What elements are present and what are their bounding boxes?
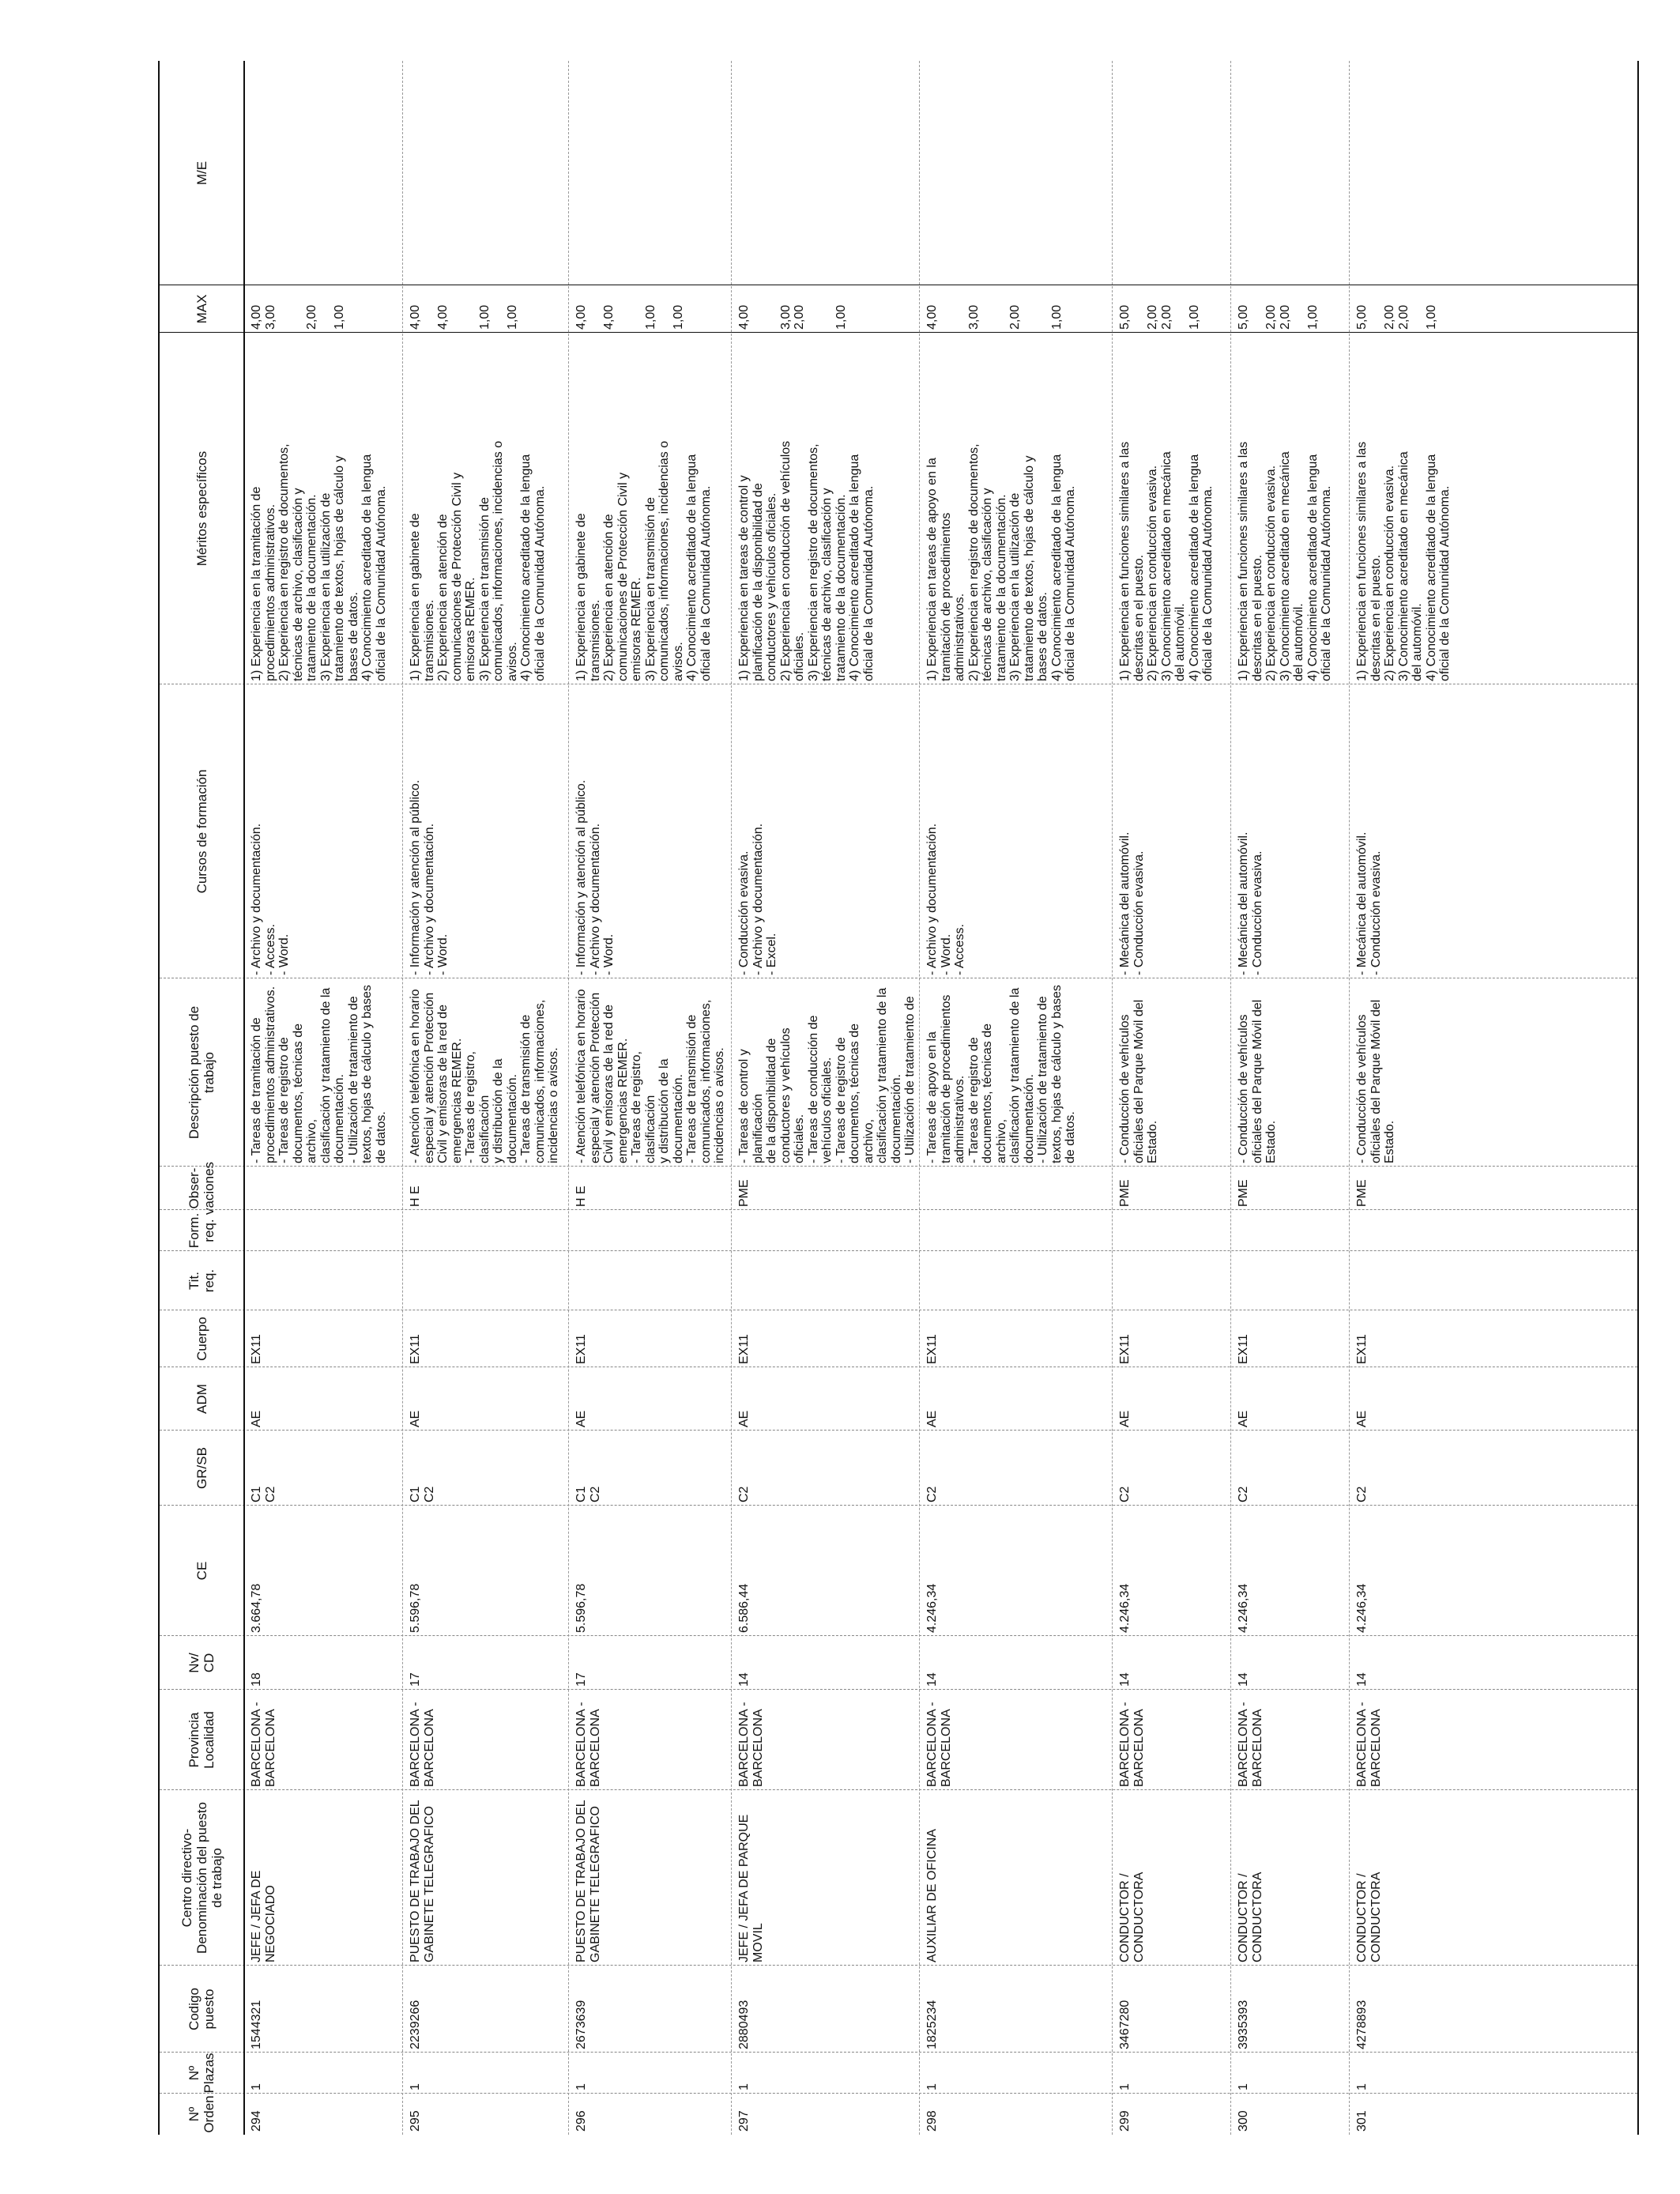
cell-cursos: - Mecánica del automóvil. - Conducción evasiva. xyxy=(1355,831,1383,975)
cell-grsb: C1 C2 xyxy=(409,1486,436,1502)
cell-meritos: 1) Experiencia en funciones similares a las descritas en el puesto. 2) Experiencia en conducción evasiva. 3) Conocimiento acreditado en mecánica del automóvil. 4) Conocimiento acreditado de la lengua oficial de la Comunidad Autónoma. xyxy=(1237,441,1333,681)
max-score: 5,00 xyxy=(1237,304,1250,330)
cell-max xyxy=(250,285,401,333)
cell-ce: 6.586,44 xyxy=(737,1583,751,1633)
cell-cuerpo: EX11 xyxy=(925,1334,939,1364)
max-score: 1,00 xyxy=(643,304,657,330)
row-divider xyxy=(919,61,920,2135)
max-score: 1,00 xyxy=(505,304,519,330)
cell-tit xyxy=(1118,1251,1229,1310)
max-score xyxy=(277,288,292,330)
max-score xyxy=(1292,288,1306,330)
cell-codigo: 1544321 xyxy=(250,2000,263,2049)
max-score: 2,00 xyxy=(1159,304,1173,330)
cell-me xyxy=(409,61,567,285)
cell-obs: H E xyxy=(409,1186,422,1207)
column-header-plazas: Nº Plazas xyxy=(186,2053,217,2094)
cell-plazas: 1 xyxy=(1237,2083,1250,2090)
max-score xyxy=(1173,288,1188,330)
cell-cursos: - Información y atención al público. - Archivo y documentación. - Word. xyxy=(574,779,616,975)
cell-nivel: 14 xyxy=(737,1672,751,1687)
cell-adm: AE xyxy=(1355,1410,1369,1427)
cell-grsb: C1 C2 xyxy=(250,1486,277,1502)
cell-descripcion: - Tareas de tramitación de procedimientos administrativos. - Tareas de registro de documentos, técnicas de archivo, clasificación y tratamiento de la documentación. - Utilización de tratamiento de textos, hojas de cálculo y bases de datos. xyxy=(250,985,388,1163)
max-score xyxy=(1132,288,1147,330)
column-header-form: Form. req. xyxy=(186,1212,217,1249)
cell-centro: CONDUCTOR / CONDUCTORA xyxy=(1237,1872,1264,1962)
cell-cursos: - Mecánica del automóvil. - Conducción evasiva. xyxy=(1237,831,1264,975)
cell-obs: PME xyxy=(1118,1179,1132,1207)
cell-nivel: 14 xyxy=(1118,1672,1132,1687)
cell-meritos: 1) Experiencia en funciones similares a las descritas en el puesto. 2) Experiencia en conducción evasiva. 3) Conocimiento acreditado en mecánica del automóvil. 4) Conocimiento acreditado de la lengua oficial de la Comunidad Autónoma. xyxy=(1118,441,1215,681)
cell-nivel: 17 xyxy=(409,1672,422,1687)
cell-meritos: 1) Experiencia en gabinete de transmisiones. 2) Experiencia en atención de comunicaciones de Protección Civil y emisoras REMER. 3) Experiencia en transmisión de comunicados, informaciones, incidencias o avisos. 4) Conocimiento acreditado de la lengua oficial de la Comunidad Autónoma. xyxy=(409,440,547,681)
cell-descripcion: - Conducción de vehículos oficiales del Parque Móvil del Estado. xyxy=(1237,999,1278,1163)
column-header-centro: Centro directivo- Denominación del puesto de trabajo xyxy=(179,1802,224,1954)
cell-me xyxy=(1237,61,1347,285)
cell-centro: CONDUCTOR / CONDUCTORA xyxy=(1355,1872,1383,1962)
row-divider xyxy=(1349,61,1350,2135)
cell-orden: 294 xyxy=(250,2110,263,2132)
cell-plazas: 1 xyxy=(737,2083,751,2090)
cell-max xyxy=(737,285,917,333)
cell-me xyxy=(250,61,401,285)
cell-nivel: 14 xyxy=(925,1672,939,1687)
max-score xyxy=(981,288,995,330)
cell-nivel: 14 xyxy=(1237,1672,1250,1687)
cell-orden: 295 xyxy=(409,2110,422,2132)
max-score xyxy=(292,288,306,330)
cell-centro: JEFE / JEFA DE NEGOCIADO xyxy=(250,1870,277,1962)
cell-max xyxy=(1118,285,1229,333)
max-score: 2,00 xyxy=(1278,304,1292,330)
cell-cuerpo: EX11 xyxy=(1355,1334,1369,1364)
max-score xyxy=(657,288,672,330)
max-score xyxy=(751,288,766,330)
cell-codigo: 4278893 xyxy=(1355,2000,1369,2049)
cell-me xyxy=(574,61,729,285)
cell-descripcion: - Atención telefónica en horario especial y atención Protección Civil y emisoras de la red de emergencias REMER. - Tareas de registro, clasificación y distribución de la documentación. - Tareas de transmisión de comunicados, informaciones, incidencias o avisos. xyxy=(574,989,726,1163)
cell-grsb: C1 C2 xyxy=(574,1486,602,1502)
cell-max xyxy=(574,285,729,333)
max-score: 4,00 xyxy=(602,304,616,330)
cell-form xyxy=(1355,1210,1636,1251)
cell-form xyxy=(1237,1210,1347,1251)
row-divider xyxy=(731,61,732,2135)
cell-nivel: 18 xyxy=(250,1672,263,1687)
max-score: 1,00 xyxy=(477,304,492,330)
cell-orden: 300 xyxy=(1237,2110,1250,2132)
cell-codigo: 2239266 xyxy=(409,2000,422,2049)
cell-form xyxy=(925,1210,1110,1251)
cell-adm: AE xyxy=(409,1410,422,1427)
max-score xyxy=(492,288,506,330)
max-score xyxy=(589,288,603,330)
cell-plazas: 1 xyxy=(409,2083,422,2090)
max-score: 2,00 xyxy=(305,304,318,330)
max-score: 1,00 xyxy=(1305,304,1320,330)
cell-centro: CONDUCTOR / CONDUCTORA xyxy=(1118,1872,1146,1962)
max-score: 2,00 xyxy=(1146,304,1159,330)
cell-centro: PUESTO DE TRABAJO DEL GABINETE TELEGRAFICO xyxy=(409,1800,436,1962)
cell-tit xyxy=(737,1251,917,1310)
cell-ce: 5.596,78 xyxy=(409,1583,422,1633)
cell-descripcion: - Atención telefónica en horario especial y atención Protección Civil y emisoras de la red de emergencias REMER. - Tareas de registro, clasificación y distribución de la documentación. - Tareas de transmisión de comunicados, informaciones, incidencias o avisos. xyxy=(409,989,560,1163)
max-score: 3,00 xyxy=(778,304,793,330)
cell-orden: 301 xyxy=(1355,2110,1369,2132)
cell-cuerpo: EX11 xyxy=(250,1334,263,1364)
cell-adm: AE xyxy=(737,1410,751,1427)
cell-codigo: 2880493 xyxy=(737,2000,751,2049)
max-score: 1,00 xyxy=(333,304,346,330)
max-score: 2,00 xyxy=(793,304,806,330)
cell-orden: 298 xyxy=(925,2110,939,2132)
max-score: 1,00 xyxy=(1424,304,1438,330)
cell-nivel: 17 xyxy=(574,1672,588,1687)
cell-provincia: BARCELONA - BARCELONA xyxy=(1237,1702,1264,1787)
cell-grsb: C2 xyxy=(1355,1486,1369,1502)
max-score xyxy=(953,288,967,330)
cell-nivel: 14 xyxy=(1355,1672,1369,1687)
column-header-descripcion: Descripción puesto de trabajo xyxy=(186,1005,217,1140)
cell-obs xyxy=(925,1167,1110,1210)
cell-provincia: BARCELONA - BARCELONA xyxy=(574,1702,602,1787)
cell-plazas: 1 xyxy=(250,2083,263,2090)
cell-ce: 5.596,78 xyxy=(574,1583,588,1633)
max-score: 4,00 xyxy=(409,304,422,330)
cell-cursos: - Mecánica del automóvil. - Conducción evasiva. xyxy=(1118,831,1146,975)
row-divider xyxy=(1230,61,1231,2135)
cell-meritos: 1) Experiencia en tareas de apoyo en la tramitación de procedimientos administrativos. 2) Experiencia en registro de documentos, técnicas de archivo, clasificación y tratamiento de la documentación. 3) Experiencia en la utilización de tratamiento de textos, hojas de cálculo y bases de datos. 4) Conocimiento acreditado de la lengua oficial de la Comunidad Autónoma. xyxy=(925,443,1077,681)
cell-form xyxy=(250,1210,401,1251)
row-divider xyxy=(568,61,569,2135)
cell-max xyxy=(925,285,1110,333)
max-score: 2,00 xyxy=(1008,304,1022,330)
cell-provincia: BARCELONA - BARCELONA xyxy=(250,1702,277,1787)
cell-ce: 4.246,34 xyxy=(925,1583,939,1633)
cell-cuerpo: EX11 xyxy=(574,1334,588,1364)
column-header-max: MAX xyxy=(194,294,209,324)
cell-cursos: - Archivo y documentación. - Word. - Access. xyxy=(925,823,966,975)
column-header-adm: ADM xyxy=(194,1384,209,1414)
max-score: 4,00 xyxy=(925,304,939,330)
column-header-meritos: Méritos específicos xyxy=(194,450,209,567)
max-score xyxy=(423,288,437,330)
max-score: 4,00 xyxy=(737,304,751,330)
cell-centro: JEFE / JEFA DE PARQUE MOVIL xyxy=(737,1814,765,1962)
cell-form xyxy=(737,1210,917,1251)
column-header-obs: Obser- vaciones xyxy=(186,1161,217,1216)
positions-table xyxy=(158,61,1639,2135)
column-header-ce: CE xyxy=(194,1561,209,1581)
max-score: 2,00 xyxy=(1264,304,1278,330)
cell-codigo: 3467280 xyxy=(1118,2000,1132,2049)
cell-obs: PME xyxy=(737,1179,751,1207)
cell-plazas: 1 xyxy=(1355,2083,1369,2090)
cell-tit xyxy=(250,1251,401,1310)
max-score: 5,00 xyxy=(1118,304,1132,330)
cell-orden: 296 xyxy=(574,2110,588,2132)
column-header-me: M/E xyxy=(194,160,209,186)
cell-centro: AUXILIAR DE OFICINA xyxy=(925,1829,939,1962)
max-score xyxy=(995,288,1009,330)
cell-adm: AE xyxy=(1237,1410,1250,1427)
cell-me xyxy=(1355,61,1636,285)
cell-plazas: 1 xyxy=(925,2083,939,2090)
cell-cursos: - Conducción evasiva. - Archivo y documentación. - Excel. xyxy=(737,823,778,975)
cell-tit xyxy=(1237,1251,1347,1310)
cell-descripcion: - Conducción de vehículos oficiales del Parque Móvil del Estado. xyxy=(1355,999,1396,1163)
cell-grsb: C2 xyxy=(1237,1486,1250,1502)
max-score: 1,00 xyxy=(834,304,848,330)
row-divider xyxy=(402,61,403,2135)
cell-provincia: BARCELONA - BARCELONA xyxy=(925,1702,953,1787)
cell-provincia: BARCELONA - BARCELONA xyxy=(1118,1702,1146,1787)
cell-codigo: 1825234 xyxy=(925,2000,939,2049)
max-score xyxy=(765,288,779,330)
column-header-provincia: Provincia Localidad xyxy=(186,1711,217,1769)
cell-ce: 4.246,34 xyxy=(1118,1583,1132,1633)
cell-cursos: - Archivo y documentación. - Access. - Word. xyxy=(250,823,291,975)
column-header-cuerpo: Cuerpo xyxy=(194,1317,209,1361)
cell-cuerpo: EX11 xyxy=(1237,1334,1250,1364)
column-header-cursos: Cursos de formación xyxy=(194,769,209,894)
cell-tit xyxy=(925,1251,1110,1310)
cell-form xyxy=(1118,1210,1229,1251)
cell-grsb: C2 xyxy=(925,1486,939,1502)
cell-cuerpo: EX11 xyxy=(409,1334,422,1364)
cell-ce: 4.246,34 xyxy=(1237,1583,1250,1633)
cell-ce: 4.246,34 xyxy=(1355,1583,1369,1633)
max-score: 2,00 xyxy=(1396,304,1411,330)
cell-codigo: 2673639 xyxy=(574,2000,588,2049)
cell-plazas: 1 xyxy=(574,2083,588,2090)
cell-me xyxy=(1118,61,1229,285)
cell-tit xyxy=(574,1251,729,1310)
cell-form xyxy=(409,1210,567,1251)
max-score: 1,00 xyxy=(671,304,685,330)
cell-max xyxy=(409,285,567,333)
header-rule xyxy=(243,61,245,2135)
cell-tit xyxy=(409,1251,567,1310)
cell-meritos: 1) Experiencia en gabinete de transmisiones. 2) Experiencia en atención de comunicaciones de Protección Civil y emisoras REMER. 3) Experiencia en transmisión de comunicados, informaciones, incidencias o avisos. 4) Conocimiento acreditado de la lengua oficial de la Comunidad Autónoma. xyxy=(574,440,713,681)
cell-orden: 297 xyxy=(737,2110,751,2132)
cell-tit xyxy=(1355,1251,1636,1310)
cell-meritos: 1) Experiencia en funciones similares a las descritas en el puesto. 2) Experiencia en conducción evasiva. 3) Conocimiento acreditado en mecánica del automóvil. 4) Conocimiento acreditado de la lengua oficial de la Comunidad Autónoma. xyxy=(1355,441,1452,681)
row-divider xyxy=(1112,61,1113,2135)
max-score xyxy=(1369,288,1384,330)
cell-meritos: 1) Experiencia en tareas de control y planificación de la disponibilidad de conductores y vehículos oficiales. 2) Experiencia en conducción de vehículos oficiales. 3) Experiencia en registro de documentos, técnicas de archivo, clasificación y tratamiento de la documentación. 4) Conocimiento acreditado de la lengua oficial de la Comunidad Autónoma. xyxy=(737,440,876,681)
cell-adm: AE xyxy=(925,1410,939,1427)
cell-plazas: 1 xyxy=(1118,2083,1132,2090)
max-score xyxy=(319,288,333,330)
column-header-codigo: Codigo puesto xyxy=(186,1988,217,2030)
cell-cuerpo: EX11 xyxy=(737,1334,751,1364)
cell-max xyxy=(1237,285,1347,333)
cell-cuerpo: EX11 xyxy=(1118,1334,1132,1364)
max-score: 4,00 xyxy=(250,304,263,330)
cell-me xyxy=(925,61,1110,285)
cell-cursos: - Información y atención al público. - Archivo y documentación. - Word. xyxy=(409,779,450,975)
max-score xyxy=(820,288,834,330)
cell-descripcion: - Conducción de vehículos oficiales del Parque Móvil del Estado. xyxy=(1118,999,1159,1163)
max-score xyxy=(807,288,821,330)
cell-ce: 3.664,78 xyxy=(250,1583,263,1633)
cell-descripcion: - Tareas de control y planificación de la disponibilidad de conductores y vehículos oficiales. - Tareas de conducción de vehículos oficiales. - Tareas de registro de documentos, técnicas de archivo, clasificación y tratamiento de la documentación. - Utilización de tratamiento de xyxy=(737,987,917,1163)
cell-obs: PME xyxy=(1355,1179,1369,1207)
cell-adm: AE xyxy=(1118,1410,1132,1427)
max-score: 4,00 xyxy=(436,304,450,330)
column-header-grsb: GR/SB xyxy=(194,1447,209,1489)
column-header-nivel: Nv/ CD xyxy=(186,1653,217,1673)
cell-meritos: 1) Experiencia en la tramitación de procedimientos administrativos. 2) Experiencia en registro de documentos, técnicas de archivo, clasificación y tratamiento de la documentación. 3) Experiencia en la utilización de tratamiento de textos, hojas de cálculo y bases de datos. 4) Conocimiento acreditado de la lengua oficial de la Comunidad Autónoma. xyxy=(250,443,388,681)
cell-adm: AE xyxy=(250,1410,263,1427)
max-score: 2,00 xyxy=(1383,304,1396,330)
max-score: 4,00 xyxy=(574,304,588,330)
column-header-orden: Nº Orden xyxy=(186,2095,217,2133)
max-score: 5,00 xyxy=(1355,304,1369,330)
max-score: 1,00 xyxy=(1187,304,1201,330)
cell-orden: 299 xyxy=(1118,2110,1132,2132)
max-score xyxy=(464,288,478,330)
max-score: 1,00 xyxy=(1049,304,1064,330)
max-score xyxy=(1023,288,1037,330)
cell-provincia: BARCELONA - BARCELONA xyxy=(409,1702,436,1787)
max-score xyxy=(1251,288,1265,330)
cell-me xyxy=(737,61,917,285)
cell-obs: H E xyxy=(574,1186,588,1207)
column-header-tit: Tit. req. xyxy=(186,1269,217,1293)
cell-provincia: BARCELONA - BARCELONA xyxy=(737,1702,765,1787)
max-score xyxy=(450,288,465,330)
max-score: 3,00 xyxy=(263,304,277,330)
cell-grsb: C2 xyxy=(1118,1486,1132,1502)
max-score xyxy=(1411,288,1425,330)
max-score xyxy=(616,288,631,330)
max-score xyxy=(630,288,644,330)
cell-descripcion: - Tareas de apoyo en la tramitación de procedimientos administrativos. - Tareas de registro de documentos, técnicas de archivo, clasificación y tratamiento de la documentación. - Utilización de tratamiento de textos, hojas de cálculo y bases de datos. xyxy=(925,985,1077,1163)
cell-form xyxy=(574,1210,729,1251)
cell-codigo: 3935393 xyxy=(1237,2000,1250,2049)
cell-max xyxy=(1355,285,1636,333)
cell-obs: PME xyxy=(1237,1179,1250,1207)
cell-adm: AE xyxy=(574,1410,588,1427)
cell-grsb: C2 xyxy=(737,1486,751,1502)
cell-provincia: BARCELONA - BARCELONA xyxy=(1355,1702,1383,1787)
max-score: 3,00 xyxy=(966,304,981,330)
cell-centro: PUESTO DE TRABAJO DEL GABINETE TELEGRAFICO xyxy=(574,1800,602,1962)
cell-obs xyxy=(250,1167,401,1210)
max-score xyxy=(1036,288,1050,330)
max-score xyxy=(940,288,954,330)
